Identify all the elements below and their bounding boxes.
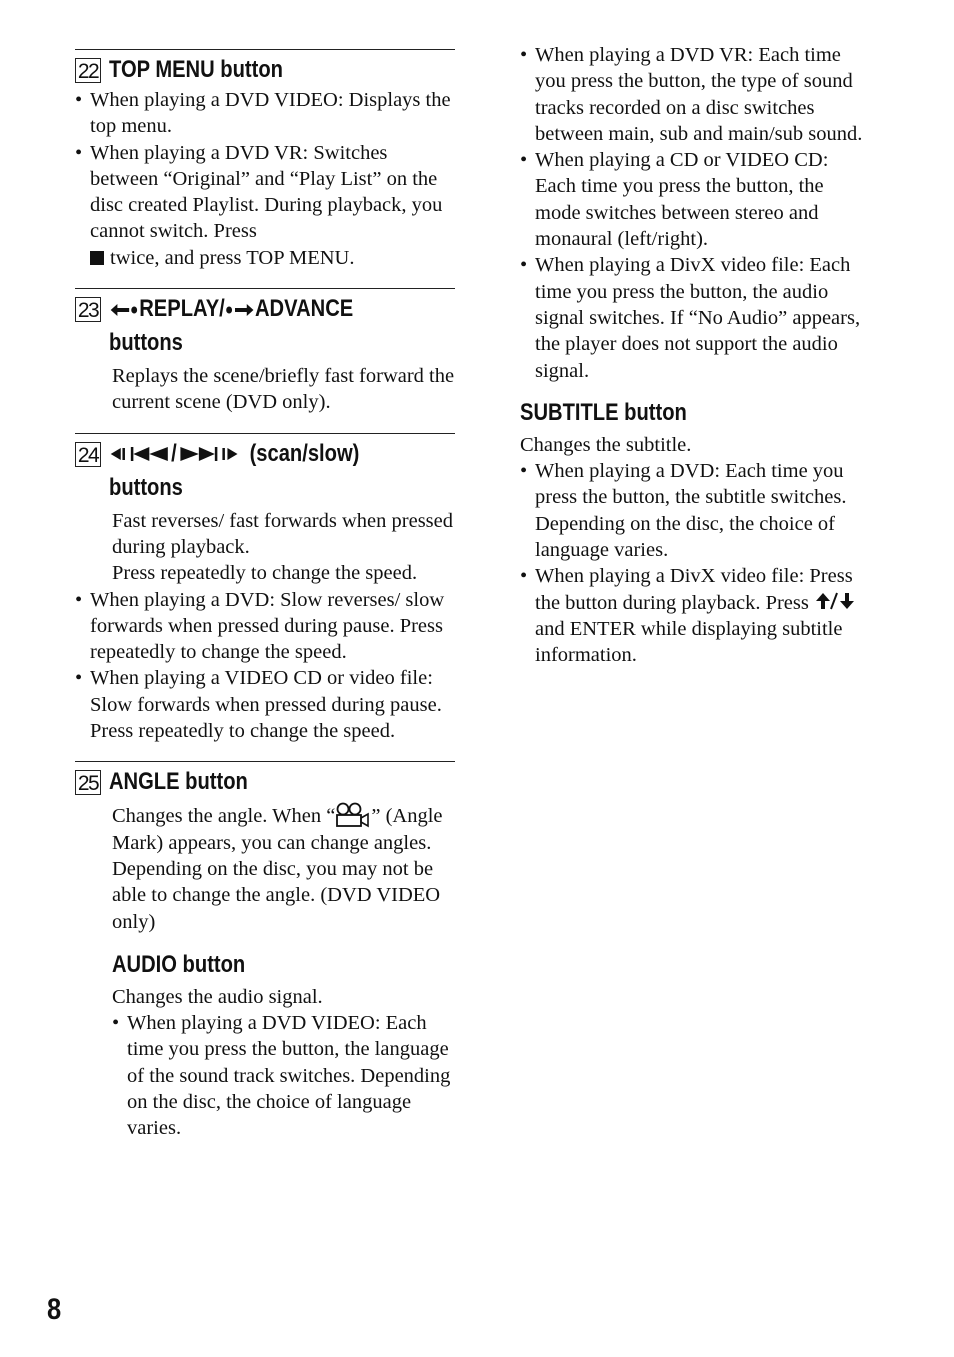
- list-item: • When playing a DVD: Each time you press the button, the subtitle switches. Depending on the disc, the choice of language varies.: [520, 458, 870, 563]
- item-number-badge: 23: [75, 297, 101, 322]
- list-item: • When playing a CD or VIDEO CD: Each time you press the button, the mode switches between stereo and monaural (left/right).: [520, 147, 870, 252]
- fast-reverse-icon: [129, 445, 171, 463]
- section-body: Changes the audio signal.: [112, 985, 323, 1008]
- section-scan-slow: [75, 433, 455, 745]
- bullet-list: [112, 1010, 455, 1141]
- advance-arrow-icon: [225, 302, 255, 318]
- up-down-arrow-icon: [814, 591, 858, 611]
- section-body: Press repeatedly to change the speed.: [112, 562, 418, 585]
- heading-line2: buttons: [109, 473, 183, 501]
- bullet-list: [75, 587, 455, 745]
- angle-mark-icon: [335, 802, 371, 828]
- item-number-badge: 22: [75, 58, 101, 83]
- list-item: • When playing a DVD VIDEO: Displays the top menu.: [75, 87, 455, 140]
- list-item: • When playing a DVD VR: Each time you press the button, the type of sound tracks recorded on a disc switches between main, sub and main/sub sound.: [520, 42, 870, 147]
- slow-forward-icon: [219, 446, 244, 462]
- body-pre: Changes the angle. When “: [112, 805, 336, 828]
- replay-arrow-icon: [109, 302, 139, 318]
- list-item: [75, 140, 455, 271]
- stop-icon: [90, 251, 104, 265]
- bullet-list: [520, 42, 870, 384]
- body-post: ” (Angle Mark) appears, you can change angles. Depending on the disc, you may not be able to change the angle. (DVD VIDEO only): [112, 805, 443, 933]
- list-item-tail: twice, and press TOP MENU.: [110, 246, 355, 269]
- heading-advance: ADVANCE: [255, 295, 354, 323]
- section-body: Replays the scene/briefly fast forward the current scene (DVD only).: [112, 365, 455, 414]
- section-heading: / (scan/slow): [109, 437, 359, 471]
- list-item: • When playing a DVD VIDEO: Each time you press the button, the language of the sound track switches. Depending on the disc, the choice of language varies.: [112, 1010, 455, 1141]
- list-item: [520, 563, 870, 668]
- slow-reverse-icon: [109, 446, 129, 462]
- section-body: Changes the subtitle.: [520, 433, 692, 456]
- section-heading: SUBTITLE button: [520, 398, 687, 426]
- item-number-badge: 25: [75, 770, 101, 795]
- section-angle: [75, 761, 455, 934]
- page-number: 8: [47, 1293, 62, 1326]
- section-heading: AUDIO button: [112, 950, 246, 978]
- list-item-tail: and ENTER while displaying subtitle information.: [535, 617, 843, 667]
- heading-replay: REPLAY/: [139, 295, 225, 323]
- bullet-list: [520, 458, 870, 668]
- section-heading: ANGLE button: [109, 768, 248, 796]
- section-heading: [109, 292, 353, 326]
- list-item: • When playing a VIDEO CD or video file: Slow forwards when pressed during pause. Press repeatedly to change the speed.: [75, 665, 455, 744]
- section-body: [112, 802, 455, 934]
- section-audio: [112, 948, 455, 1142]
- left-column: [75, 0, 455, 1142]
- list-item: • When playing a DVD: Slow reverses/ slow forwards when pressed during pause. Press repeatedly to change the speed.: [75, 587, 455, 666]
- section-subtitle: [520, 396, 870, 669]
- heading-line2: buttons: [109, 329, 183, 357]
- list-item-text: When playing a DivX video file: Press the button during playback. Press: [535, 565, 853, 614]
- bullet-list: [75, 87, 455, 271]
- list-item: • When playing a DivX video file: Each time you press the button, the audio signal switches. If “No Audio” appears, the player does not support the audio signal.: [520, 252, 870, 383]
- fast-forward-icon: [177, 445, 219, 463]
- list-item-text: When playing a DVD VR: Switches between “Original” and “Play List” on the disc created Playlist. During playback, you cannot switch. Press: [90, 141, 443, 243]
- right-column: [520, 42, 870, 669]
- heading-scan-slow: (scan/slow): [249, 439, 360, 467]
- section-body: Fast reverses/ fast forwards when pressed during playback.: [112, 509, 453, 558]
- section-top-menu: [75, 49, 455, 271]
- section-heading: TOP MENU button: [109, 56, 283, 83]
- section-replay-advance: [75, 288, 455, 416]
- item-number-badge: 24: [75, 442, 101, 467]
